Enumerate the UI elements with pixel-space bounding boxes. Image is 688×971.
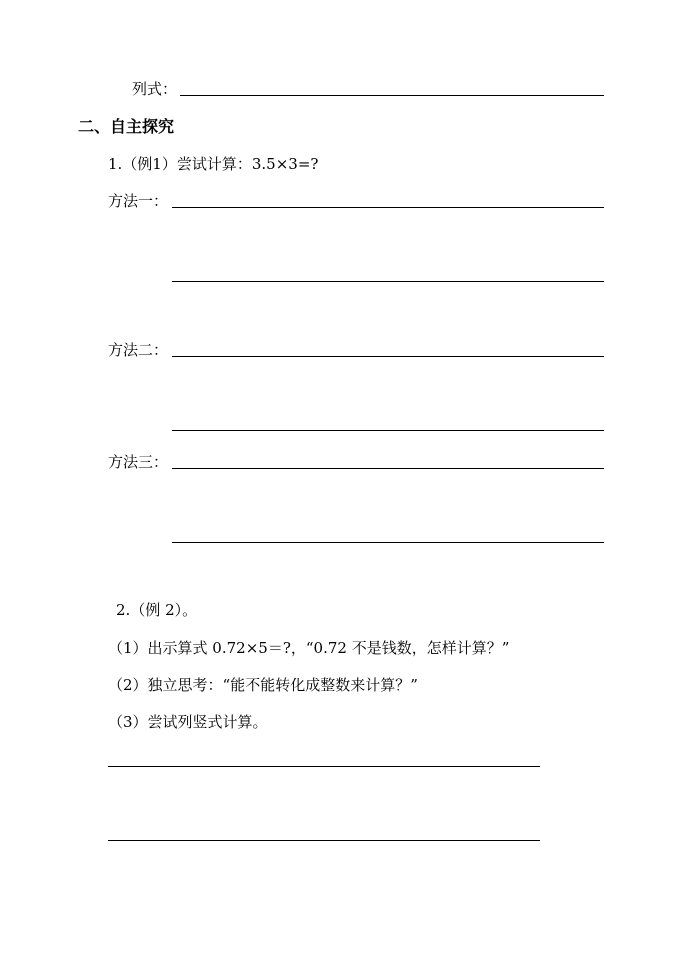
formula-answer-line (180, 95, 604, 96)
section2-heading: 二、自主探究 (78, 117, 175, 136)
formula-label: 列式： (132, 80, 178, 98)
method1-answer-line-2 (172, 281, 604, 282)
method1-answer-line-1 (172, 207, 604, 208)
method3-answer-line-2 (172, 542, 604, 543)
method2-label: 方法二： (108, 341, 169, 359)
method3-label: 方法三： (108, 453, 169, 471)
example2-step3: （3）尝试列竖式计算。 (108, 713, 268, 731)
example2-prompt: 2.（例 2）。 (116, 601, 198, 619)
method1-label: 方法一： (108, 192, 169, 210)
method2-answer-line-1 (172, 356, 604, 357)
example2-answer-line-1 (108, 766, 540, 767)
method3-answer-line-1 (172, 468, 604, 469)
example1-prompt: 1.（例1）尝试计算：3.5×3=? (108, 155, 319, 173)
example2-step2: （2）独立思考：“能不能转化成整数来计算？” (108, 676, 418, 694)
method2-answer-line-2 (172, 430, 604, 431)
example2-answer-line-2 (108, 840, 540, 841)
example2-step1: （1）出示算式 0.72×5＝?，“0.72 不是钱数，怎样计算？” (108, 639, 510, 657)
